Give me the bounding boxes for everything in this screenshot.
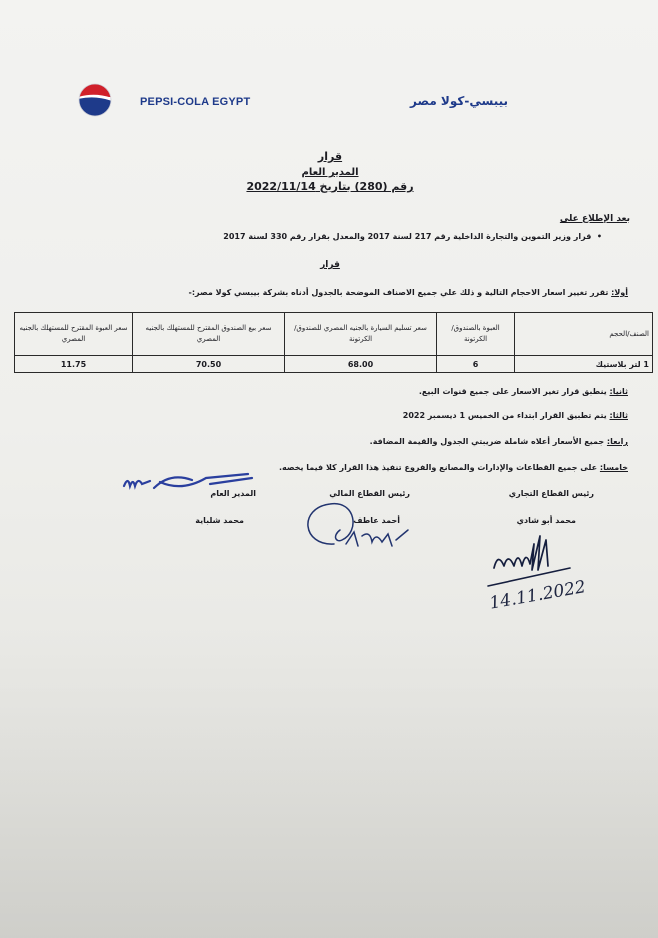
clause-second [419, 387, 628, 396]
bullet-icon: • [591, 232, 602, 241]
price-table [14, 312, 653, 373]
table-cell: 11.75 [15, 356, 133, 373]
table-row [15, 356, 653, 373]
brand-name-en: PEPSI-COLA EGYPT [140, 96, 251, 108]
table-cell: 70.50 [133, 356, 285, 373]
handwritten-date: 14.11.2022 [488, 577, 588, 614]
column-header: سعر العبوة المقترح للمستهلك بالجنيه المصري [15, 313, 133, 356]
general-manager-signature [120, 468, 260, 498]
table-header-row [15, 313, 653, 356]
clause-text: تقرر تغيير اسعار الاحجام التالية و ذلك علي جميع الاصناف الموضحة بالجدول أدناه بشركة بيبسي كولا مصر:- [188, 288, 609, 297]
clause-first [189, 288, 629, 297]
clause-text: على جميع القطاعات والإدارات والمصانع والفروع تنفيذ هذا القرار كلا فيما يخصه. [278, 463, 598, 472]
signatory-role: رئيس القطاع المالي [329, 489, 410, 498]
clause-label: ثانيا: [609, 387, 628, 396]
clause-text: ينطبق قرار تغير الاسعار على جميع قنوات البيع. [418, 387, 607, 396]
signatory-name: محمد أبو شادي [516, 516, 576, 525]
column-header: سعر تسليم السيارة بالجنيه المصري للصندوق/الكرتونة [285, 313, 437, 356]
decision-number: رقم (280) بتاريخ 2022/11/14 [246, 180, 414, 193]
table-cell: 68.00 [285, 356, 437, 373]
clause-fourth [370, 437, 628, 446]
clause-label: خامسا: [599, 463, 628, 472]
clause-fifth [279, 463, 628, 472]
pepsi-globe-icon [78, 83, 112, 117]
column-header: الصنف/الحجم [515, 313, 653, 356]
preamble-bullet [223, 232, 602, 241]
signatory-name: أحمد عاطف [353, 516, 400, 525]
clause-text: جميع الأسعار أعلاه شاملة ضريبتي الجدول والقيمة المضافة. [369, 437, 605, 446]
clause-third [403, 411, 628, 420]
signatory-name: محمد شلباية [195, 516, 244, 525]
table-cell: 1 لتر بلاستيك [515, 356, 653, 373]
signatory-role: رئيس القطاع التجاري [508, 489, 594, 498]
decision-title: قرار [317, 150, 343, 163]
column-header: سعر بيع الصندوق المقترح للمستهلك بالجنيه المصري [133, 313, 285, 356]
clause-label: ثالثا: [609, 411, 628, 420]
clause-label: رابعا: [606, 437, 628, 446]
decision-heading: قرار [320, 260, 340, 270]
financial-head-signature [296, 500, 426, 558]
issuer-title: المدير العام [301, 167, 359, 178]
preamble-heading: بعد الإطلاع على [559, 214, 630, 224]
clause-label: أولا: [611, 288, 628, 297]
column-header: العبوة بالصندوق/ الكرتونة [437, 313, 515, 356]
table-cell: 6 [437, 356, 515, 373]
preamble-text: قرار وزير التموين والتجارة الداخلية رقم 217 لسنة 2017 والمعدل بقرار رقم 330 لسنة 2017 [223, 232, 592, 241]
signatory-role: المدير العام [210, 489, 256, 498]
brand-name-ar: بيبسي-كولا مصر [410, 94, 508, 108]
clause-text: يتم تطبيق القرار ابتداء من الخميس 1 ديسمبر 2022 [402, 411, 607, 420]
